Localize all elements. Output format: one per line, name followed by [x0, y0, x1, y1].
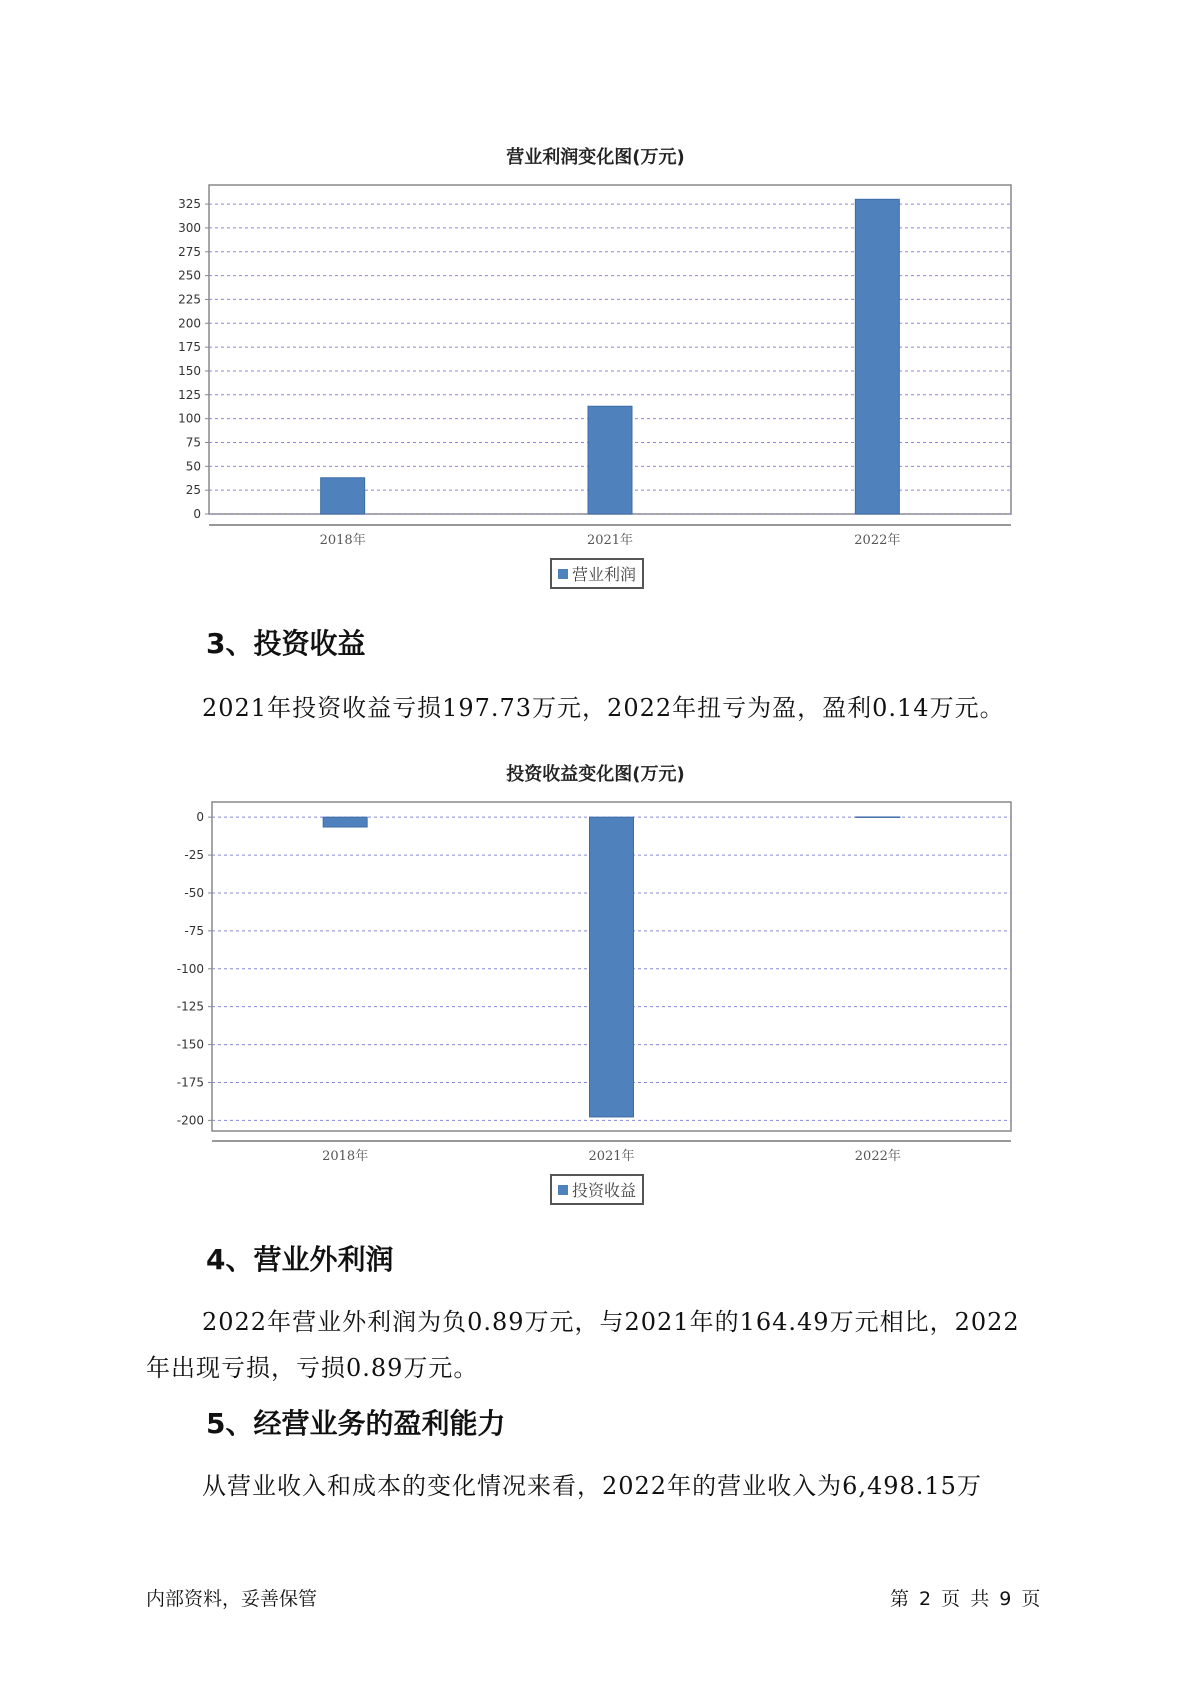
y-tick-label: 200	[178, 316, 201, 331]
chart2-title: 投资收益变化图(万元)	[506, 764, 685, 785]
section5-text-line1: 从营业收入和成本的变化情况来看，2022年的营业收入为6,498.15万	[202, 1472, 982, 1500]
y-tick-label: 225	[178, 292, 201, 307]
y-tick-label: -100	[176, 961, 204, 976]
chart2-legend-label: 投资收益	[572, 1181, 637, 1200]
chart1-title: 营业利润变化图(万元)	[506, 147, 685, 168]
y-tick-label: 25	[185, 483, 201, 498]
section3-text: 2021年投资收益亏损197.73万元，2022年扭亏为盈，盈利0.14万元。	[202, 694, 1005, 722]
y-tick-label: 250	[178, 268, 201, 283]
x-tick-label: 2018年	[319, 533, 366, 548]
y-tick-label: -50	[184, 885, 204, 900]
y-tick-label: 175	[178, 340, 201, 355]
x-tick-label: 2021年	[586, 533, 634, 548]
y-tick-label: 75	[185, 435, 201, 450]
footer-page-number: 第 2 页 共 9 页	[890, 1588, 1041, 1610]
legend-swatch-icon	[558, 1185, 568, 1195]
y-tick-label: -175	[176, 1075, 204, 1090]
x-tick-label: 2021年	[588, 1149, 635, 1164]
bar-2022年	[856, 817, 900, 818]
y-tick-label: 325	[178, 197, 201, 212]
x-tick-label: 2018年	[322, 1149, 369, 1164]
x-tick-label: 2022年	[854, 533, 901, 548]
y-tick-label: 100	[178, 411, 201, 426]
y-tick-label: 50	[185, 459, 201, 474]
y-tick-label: 300	[178, 220, 201, 235]
y-tick-label: -25	[184, 848, 204, 863]
y-tick-label: 0	[196, 810, 204, 825]
y-tick-label: 125	[178, 387, 201, 402]
y-tick-label: 150	[178, 363, 201, 378]
bar-2018年	[323, 817, 367, 827]
section4-text-line2: 年出现亏损，亏损0.89万元。	[146, 1354, 479, 1382]
section3-heading: 3、投资收益	[206, 627, 366, 660]
y-tick-label: -75	[184, 923, 204, 938]
y-tick-label: -125	[176, 999, 204, 1014]
section4-heading: 4、营业外利润	[206, 1243, 394, 1276]
x-tick-label: 2022年	[854, 1149, 901, 1164]
y-tick-label: -150	[176, 1037, 204, 1052]
chart2-legend	[550, 1174, 644, 1205]
section4-text-line1: 2022年营业外利润为负0.89万元，与2021年的164.49万元相比，2022	[202, 1308, 1020, 1336]
bar-2021年	[590, 817, 634, 1117]
section5-heading: 5、经营业务的盈利能力	[206, 1407, 506, 1440]
y-tick-label: -200	[176, 1113, 204, 1128]
y-tick-label: 0	[193, 507, 201, 521]
y-tick-label: 275	[178, 244, 201, 259]
footer-confidential: 内部资料，妥善保管	[146, 1588, 318, 1610]
chart1-legend-label: 营业利润	[572, 565, 637, 584]
